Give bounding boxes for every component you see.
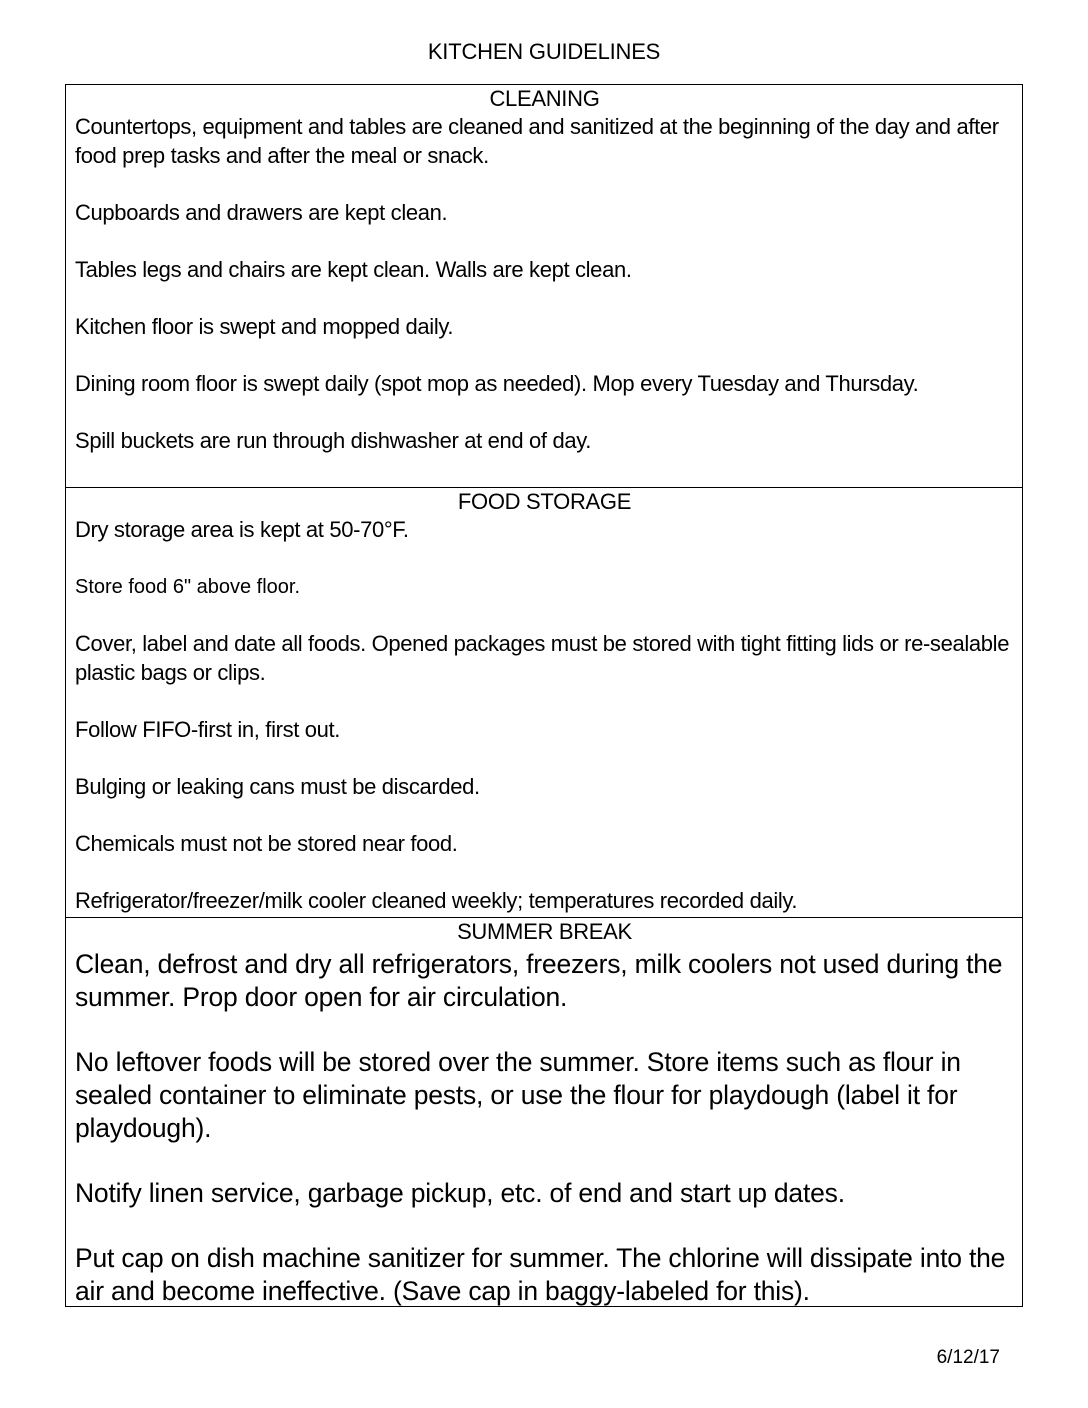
- guideline-item: Kitchen floor is swept and mopped daily.: [75, 313, 454, 339]
- section-heading-cleaning: CLEANING: [489, 86, 600, 111]
- guideline-item: Spill buckets are run through dishwasher at end of day.: [75, 427, 591, 453]
- guideline-item: Dining room floor is swept daily (spot mop as needed). Mop every Tuesday and Thursday.: [75, 370, 919, 396]
- document-title: KITCHEN GUIDELINES: [427, 39, 661, 64]
- guideline-item: Clean, defrost and dry all refrigerators, freezers, milk coolers not used during the summer. Prop door open for air circulation.: [75, 949, 1003, 1012]
- guideline-item: Countertops, equipment and tables are cleaned and sanitized at the beginning of the day and after food prep tasks and after the meal or snack.: [75, 114, 999, 168]
- guideline-item: Put cap on dish machine sanitizer for summer. The chlorine will dissipate into the air and become ineffective. (Save cap in baggy-labeled for this).: [75, 1243, 1006, 1306]
- guideline-item: Cover, label and date all foods. Opened packages must be stored with tight fitting lids or re-sealable plastic bags or clips.: [75, 631, 1010, 685]
- guideline-item: Chemicals must not be stored near food.: [75, 830, 458, 856]
- guideline-item: Refrigerator/freezer/milk cooler cleaned weekly; temperatures recorded daily.: [75, 887, 798, 913]
- section-summer-break: [66, 917, 1022, 1306]
- guideline-item: No leftover foods will be stored over the summer. Store items such as flour in sealed container to eliminate pests, or use the flour for playdough (label it for playdough).: [75, 1047, 961, 1143]
- section-heading-summer-break: SUMMER BREAK: [457, 919, 632, 944]
- guideline-item: Tables legs and chairs are kept clean. Walls are kept clean.: [75, 256, 632, 282]
- guideline-item: Store food 6" above floor.: [75, 576, 301, 598]
- guidelines-table: [65, 84, 1023, 1307]
- guideline-item: Dry storage area is kept at 50-70°F.: [75, 517, 409, 542]
- document-date: 6/12/17: [936, 1347, 1000, 1368]
- section-cleaning: [66, 85, 1022, 487]
- guideline-item: Cupboards and drawers are kept clean.: [75, 199, 448, 225]
- section-heading-food-storage: FOOD STORAGE: [457, 489, 632, 514]
- guideline-item: Notify linen service, garbage pickup, etc. of end and start up dates.: [75, 1178, 845, 1208]
- section-food-storage: [66, 487, 1022, 917]
- guideline-item: Follow FIFO-first in, first out.: [75, 716, 341, 742]
- guideline-item: Bulging or leaking cans must be discarded.: [75, 773, 480, 799]
